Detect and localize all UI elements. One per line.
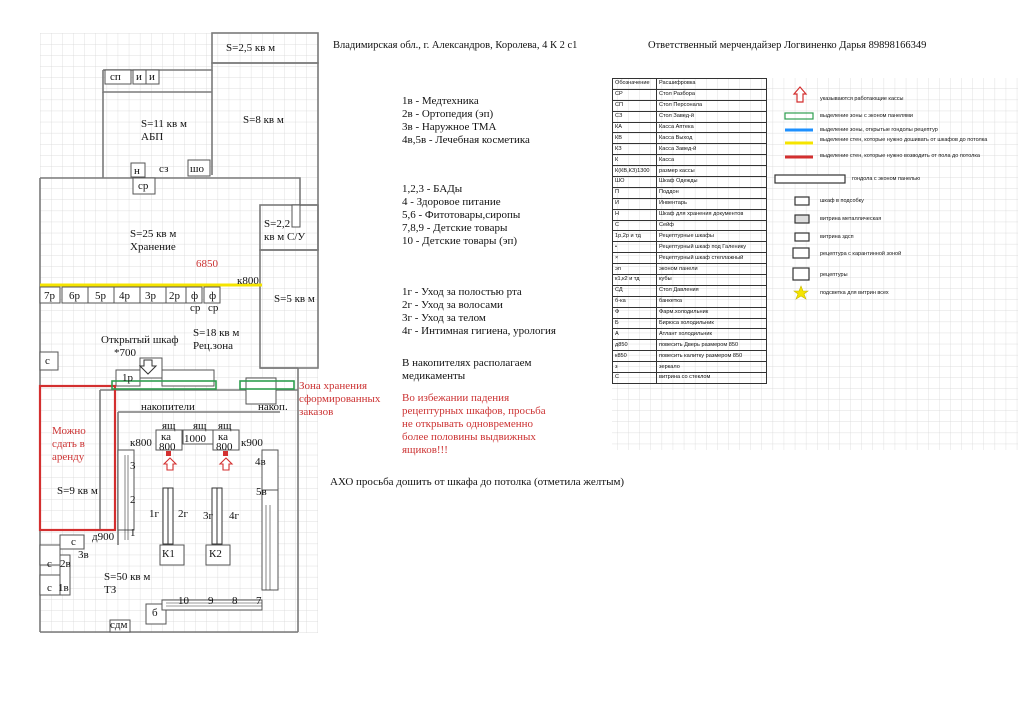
storage-units-label: накопители [141, 401, 195, 413]
fridge-2: ф [209, 290, 217, 302]
legend-meaning: Касса Аптека [657, 122, 767, 133]
cabinet-1r: 1р [122, 372, 133, 384]
label-k800a: к800 [237, 275, 259, 287]
legend-code: • [613, 242, 657, 253]
legend-code: СД [613, 285, 657, 296]
legend-meaning: Рецептурные шкафы [657, 231, 767, 242]
responsible-person: Ответственный мерчендайзер Логвиненко Дарья 89898166349 [648, 40, 927, 51]
legend-row [613, 351, 767, 362]
legend-code: Ф [613, 307, 657, 318]
legend-meaning: витрина со стеклом [657, 373, 767, 384]
aho-request: АХО просьба дошить от шкафа до потолка (отметила желтым) [330, 476, 625, 488]
shelf-8: 8 [232, 595, 238, 607]
legend-row [613, 318, 767, 329]
showcase-3v: 3в [78, 549, 89, 561]
legend-meaning: размер кассы [657, 166, 767, 177]
cash-ka-2-size: 800 [216, 441, 233, 453]
room-name-2: АБП [141, 131, 164, 143]
gondola-2g: 2г [178, 508, 189, 520]
cabinet-7r: 7р [44, 290, 55, 302]
legend-meaning: Шкаф для хранения документов [657, 209, 767, 220]
legend-meaning: эконом панели [657, 264, 767, 275]
legend-meaning: повесить калитку размером 850 [657, 351, 767, 362]
legend-row [613, 111, 767, 122]
legend-symbol-label: выделение зоны с эконом панелями [820, 113, 913, 119]
legend-symbol-label: рецептуры [820, 272, 848, 278]
legend-row [613, 220, 767, 231]
label-k800b: к800 [130, 437, 152, 449]
cabinet-2r: 2р [169, 290, 180, 302]
cabinet-4r: 4р [119, 290, 130, 302]
legend-code: А [613, 329, 657, 340]
cabinet-5r: 5р [95, 290, 106, 302]
label-b: б [152, 607, 158, 619]
legend-row [613, 166, 767, 177]
cash-ka-2: ка [218, 431, 229, 443]
legend-meaning: повесить Дверь размером 850 [657, 340, 767, 351]
legend-meaning: Стол Персонала [657, 100, 767, 111]
drawer-1: ящ [162, 420, 176, 432]
legend-code: 1р,2р и тд [613, 231, 657, 242]
fridge-1: ф [191, 290, 199, 302]
shelf-7: 7 [256, 595, 262, 607]
shelf-2: 2 [130, 494, 136, 506]
legend-code: × [613, 253, 657, 264]
legend-symbol-label: указываются работающие кассы [820, 96, 904, 102]
legend-row [613, 275, 767, 286]
legend-row [613, 296, 767, 307]
shelf-1: 1 [130, 527, 136, 539]
category-item: 2г - Уход за волосами [402, 299, 503, 311]
cash-ka-1: ка [161, 431, 172, 443]
label-i1: и [136, 71, 142, 83]
cash-ka-1-size: 800 [159, 441, 176, 453]
legend-row [613, 231, 767, 242]
legend-row [613, 144, 767, 155]
categories-num [402, 183, 520, 248]
legend-row [613, 79, 767, 90]
legend-code: КЗ [613, 144, 657, 155]
category-item: 2в - Ортопедия (эп) [402, 108, 494, 120]
legend-code: з [613, 362, 657, 373]
legend-row [613, 155, 767, 166]
safety-warning: Во избежании падения рецептурных шкафов, просьба не открывать одновременно более половины выдвижных ящиков!!! [402, 392, 546, 456]
label-sr3: ср [208, 302, 219, 314]
legend-code: КВ [613, 133, 657, 144]
legend-code: П [613, 187, 657, 198]
gondola-3g: 3г [203, 510, 214, 522]
legend-code: Б [613, 318, 657, 329]
legend-meaning: Касса Завед-й [657, 144, 767, 155]
legend-code: СЗ [613, 111, 657, 122]
legend-row [613, 264, 767, 275]
legend-meaning: Стол Давления [657, 285, 767, 296]
legend-row [613, 329, 767, 340]
legend-symbol-label: витрина здсп [820, 234, 854, 240]
room-name-5: кв м С/У [264, 231, 306, 243]
category-item: 4в,5в - Лечебная косметика [402, 134, 530, 146]
legend-row [613, 177, 767, 188]
legend-symbol-label: выделение стен, которые нужно дошивать от шкафов до потолка [820, 137, 988, 143]
category-item: 4 - Здоровое питание [402, 196, 501, 208]
label-c2: с [71, 536, 76, 548]
legend-code: б-ка [613, 296, 657, 307]
legend-symbol-label: витрина металлическая [820, 216, 882, 222]
room-name-9: ТЗ [104, 584, 117, 596]
categories-v [402, 95, 530, 147]
legend-meaning: кубы [657, 275, 767, 286]
legend-code: эп [613, 264, 657, 275]
legend-code: к1,к2 и тд [613, 275, 657, 286]
label-safe-1: с [45, 355, 50, 367]
drawer-3: ящ [218, 420, 232, 432]
legend-row [613, 100, 767, 111]
showcase-2v: 2в [60, 558, 71, 570]
legend-row [613, 198, 767, 209]
category-item: 5,6 - Фитотовары,сиропы [402, 209, 521, 221]
legend-meaning: Рецептурный шкаф под Галенику [657, 242, 767, 253]
legend-symbol-label: шкаф в подсобку [820, 198, 864, 204]
category-item: 1,2,3 - БАДы [402, 183, 463, 195]
legend-code: д850 [613, 340, 657, 351]
shelf-10: 10 [178, 595, 189, 607]
room-area-3: S=8 кв м [243, 114, 284, 126]
category-item: 1в - Медтехника [402, 95, 479, 107]
legend-code: СР [613, 89, 657, 100]
legend-meaning: Атлант холодильник [657, 329, 767, 340]
category-item: 4г - Интимная гигиена, урология [402, 325, 556, 337]
rent-label-1: Можно [52, 425, 86, 437]
gondola-1g: 1г [149, 508, 160, 520]
legend-row [613, 253, 767, 264]
legend-meaning: Стол Разбора [657, 89, 767, 100]
legend-code: КА [613, 122, 657, 133]
label-sr1: ср [138, 180, 149, 192]
legend-meaning: Фарм.холодильник [657, 307, 767, 318]
room-area-8: S=9 кв м [57, 485, 98, 497]
shelf-9: 9 [208, 595, 214, 607]
cabinet-3r: 3р [145, 290, 156, 302]
legend-meaning: Рецептурный шкаф стеллажный [657, 253, 767, 264]
dimension-1000: 1000 [184, 433, 206, 445]
cabinet-6r: 6р [69, 290, 80, 302]
legend [612, 78, 1018, 450]
label-sho: шо [190, 163, 204, 175]
storage-note: В накопителях располагаем медикаменты [402, 357, 532, 382]
category-item: 7,8,9 - Детские товары [402, 222, 508, 234]
legend-row [613, 242, 767, 253]
legend-row [613, 122, 767, 133]
rent-label-3: аренду [52, 451, 85, 463]
category-item: 3в - Наружное ТМА [402, 121, 497, 133]
legend-row [613, 187, 767, 198]
cube-k2: К2 [209, 548, 222, 560]
label-i2: и [149, 71, 155, 83]
room-area-7: S=18 кв м [193, 327, 240, 339]
shelf-3: 3 [130, 460, 136, 472]
label-sr2: ср [190, 302, 201, 314]
legend-meaning: зеркало [657, 362, 767, 373]
legend-meaning: Шкаф Одежды [657, 177, 767, 188]
label-sz: сз [159, 163, 169, 175]
label-sdm: сдм [110, 619, 128, 631]
legend-symbol-label: выделение стен, которые нужно возводить от пола до потолка [820, 153, 980, 159]
legend-row [613, 307, 767, 318]
legend-row [613, 340, 767, 351]
legend-meaning: Поддон [657, 187, 767, 198]
legend-row [613, 373, 767, 384]
room-area-6: S=5 кв м [274, 293, 315, 305]
order-zone-label-2: сформированных [299, 393, 381, 405]
showcase-1v: 1в [58, 582, 69, 594]
room-area-9: S=50 кв м [104, 571, 151, 583]
legend-symbol-label: подсветка для витрин всех [820, 290, 889, 296]
order-zone-label-1: Зона хранения [299, 380, 368, 392]
category-item: 1г - Уход за полостью рта [402, 286, 522, 298]
showcase-4v: 4в [255, 456, 266, 468]
label-k900: к900 [241, 437, 263, 449]
door-900: д900 [92, 531, 115, 543]
legend-meaning: Касса [657, 155, 767, 166]
categories-g [402, 286, 556, 338]
storage-units-short: накоп. [258, 401, 288, 413]
legend-meaning: Бирюса холодильник [657, 318, 767, 329]
legend-symbol-label: рецептура с карантинной зоной [820, 251, 902, 257]
legend-code: Обозначение [613, 79, 657, 90]
room-area-1: S=2,5 кв м [226, 42, 276, 54]
legend-row [613, 362, 767, 373]
legend-meaning: Касса Выход [657, 133, 767, 144]
legend-code: ШО [613, 177, 657, 188]
legend-meaning: Стол Завед-й [657, 111, 767, 122]
legend-row [613, 209, 767, 220]
room-area-5: S=2,2 [264, 218, 291, 230]
room-name-4: Хранение [130, 241, 176, 253]
legend-meaning: банкетка [657, 296, 767, 307]
rent-label-2: сдать в [52, 438, 85, 450]
legend-table [612, 78, 767, 384]
order-zone-label-3: заказов [299, 406, 334, 418]
label-n1: н [134, 165, 140, 177]
drawer-2: ящ [193, 420, 207, 432]
gondola-4g: 4г [229, 510, 240, 522]
showcase-5v: 5в [256, 486, 267, 498]
legend-code: К(КВ,КЗ)1300 [613, 166, 657, 177]
legend-symbol-label: выделение зоны, открытые гондолы рецептур [820, 127, 938, 133]
legend-meaning: Инвентарь [657, 198, 767, 209]
label-sp: сп [110, 71, 121, 83]
open-cabinet-size: *700 [114, 347, 136, 359]
legend-meaning: Сейф [657, 220, 767, 231]
label-c3: с [47, 558, 52, 570]
legend-code: к850 [613, 351, 657, 362]
address: Владимирская обл., г. Александров, Королева, 4 К 2 с1 [333, 40, 578, 51]
cube-k1: К1 [162, 548, 175, 560]
room-area-2: S=11 кв м [141, 118, 187, 130]
label-c4: с [47, 582, 52, 594]
legend-row [613, 133, 767, 144]
legend-code: Н [613, 209, 657, 220]
legend-code: СП [613, 100, 657, 111]
legend-row [613, 89, 767, 100]
legend-code: С [613, 373, 657, 384]
room-name-7: Рец.зона [193, 340, 234, 352]
category-item: 3г - Уход за телом [402, 312, 486, 324]
legend-meaning: Расшифровка [657, 79, 767, 90]
room-area-4: S=25 кв м [130, 228, 177, 240]
legend-code: И [613, 198, 657, 209]
category-item: 10 - Детские товары (эп) [402, 235, 518, 247]
legend-symbol-label: гондола с эконом панелью [852, 176, 921, 182]
dimension-6850: 6850 [196, 258, 218, 270]
legend-row [613, 285, 767, 296]
open-cabinet-label: Открытый шкаф [101, 334, 179, 346]
legend-code: С [613, 220, 657, 231]
legend-code: К [613, 155, 657, 166]
